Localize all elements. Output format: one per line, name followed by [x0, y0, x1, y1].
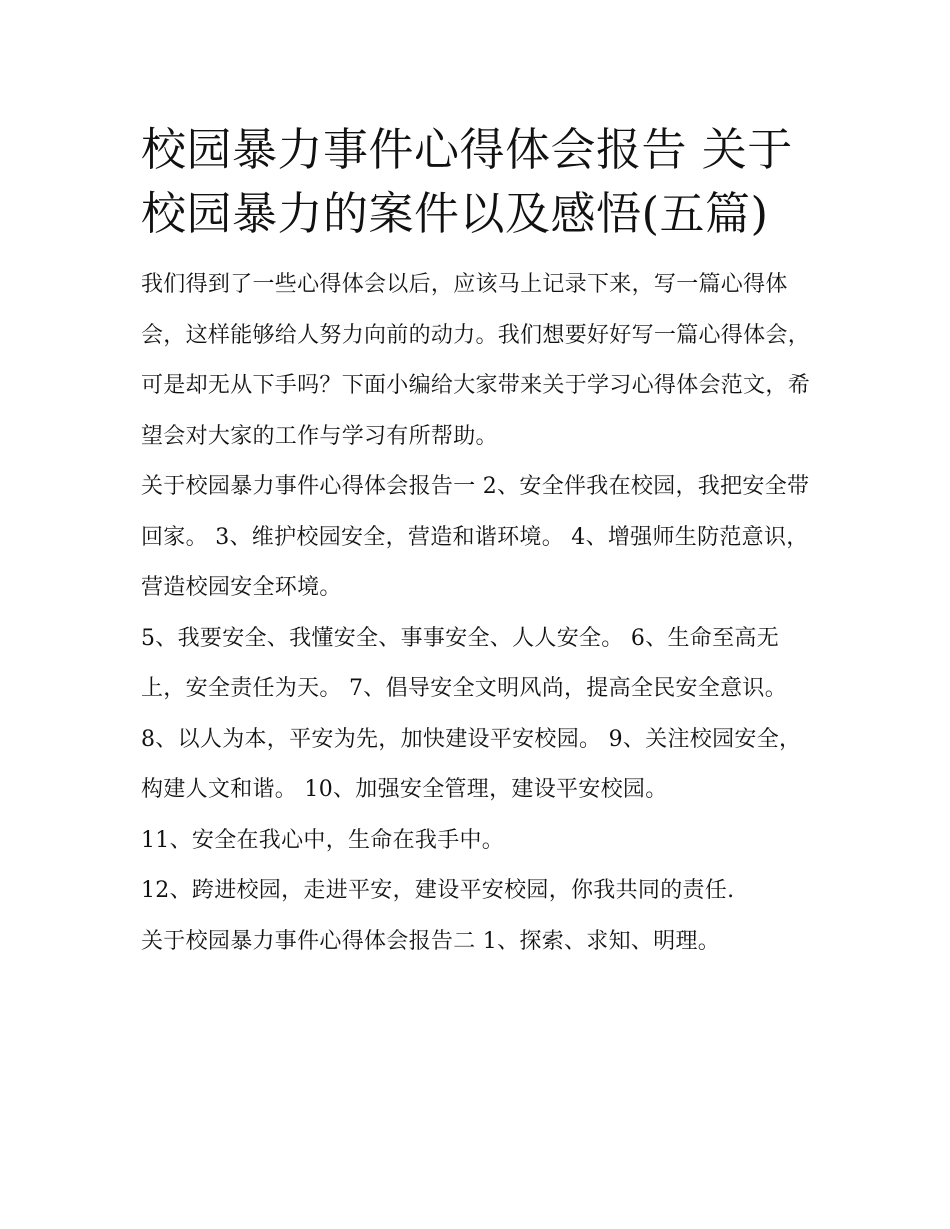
document-content: [141, 118, 813, 967]
document-title: 校园暴力事件心得体会报告 关于校园暴力的案件以及感悟(五篇): [141, 123, 793, 240]
paragraph-report-one: 关于校园暴力事件心得体会报告一 2、安全伴我在校园，我把安全带回家。 3、维护校园安全，营造和谐环境。 4、增强师生防范意识，营造校园安全环境。: [141, 474, 810, 600]
paragraph-intro: 我们得到了一些心得体会以后，应该马上记录下来，写一篇心得体会，这样能够给人努力向前的动力。我们想要好好写一篇心得体会，可是却无从下手吗？下面小编给大家带来关于学习心得体会范文，希望会对大家的工作与学习有所帮助。: [141, 272, 811, 449]
paragraph-slogans-5-7: 5、我要安全、我懂安全、事事安全、人人安全。 6、生命至高无上，安全责任为天。 7、倡导安全文明风尚，提高全民安全意识。: [141, 625, 787, 701]
paragraph-slogans-8-10: 8、以人为本，平安为先，加快建设平安校园。 9、关注校园安全，构建人文和谐。 10、加强安全管理，建设平安校园。: [141, 726, 802, 802]
paragraph-report-two: 关于校园暴力事件心得体会报告二 1、探索、求知、明理。: [141, 928, 721, 954]
paragraph-slogan-12: 12、跨进校园，走进平安，建设平安校园，你我共同的责任.: [141, 878, 735, 903]
paragraph-slogan-11: 11、安全在我心中，生命在我手中。: [141, 827, 505, 853]
